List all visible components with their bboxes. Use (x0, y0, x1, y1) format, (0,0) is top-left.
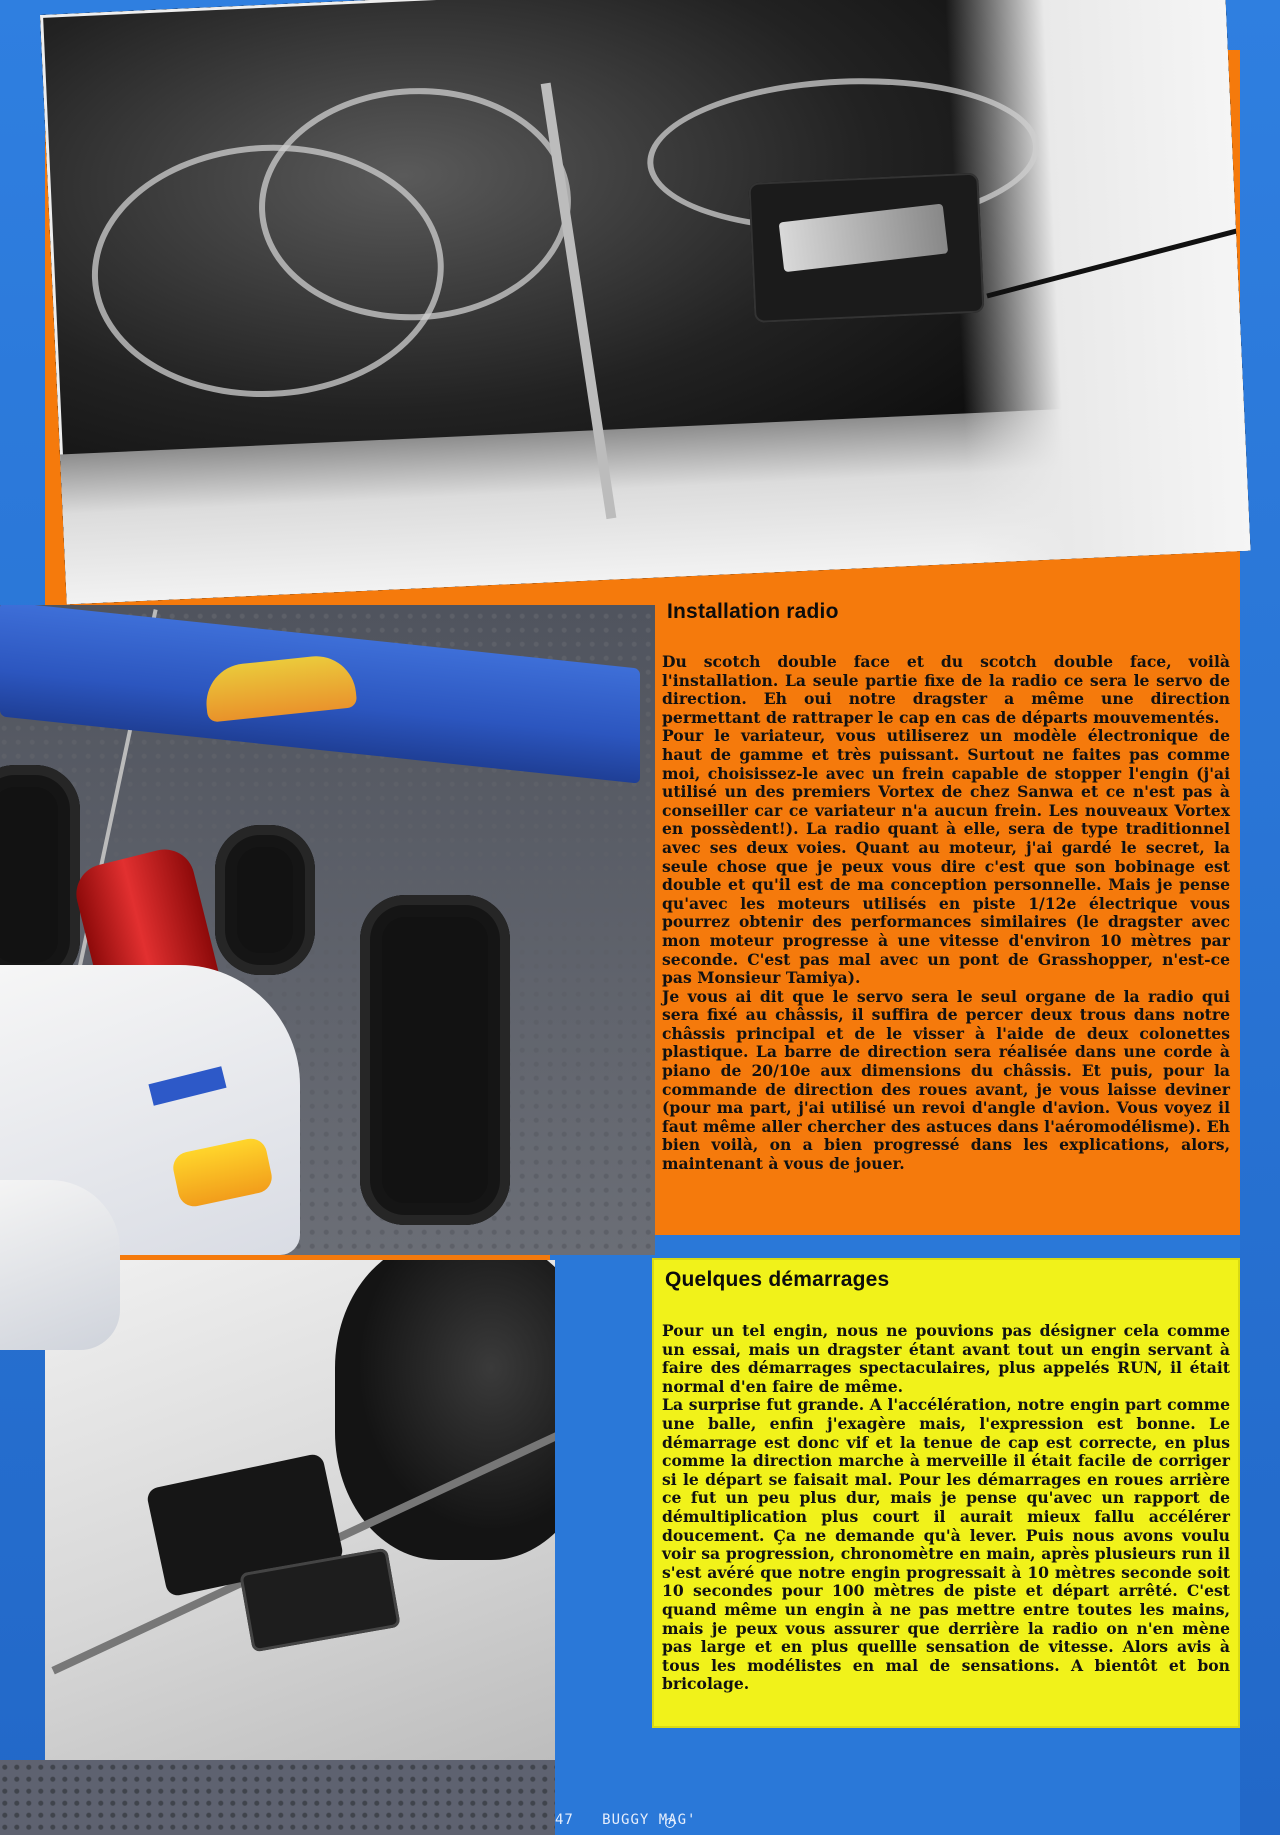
photo-tire (0, 765, 80, 985)
paragraph: Je vous ai dit que le servo sera le seul organe de la radio qui sera fixé au châssis, il suffira de percer deux trous dans notre châssis principal et de le visser à l'aide de deux colonettes plastique. La barre de direction sera réalisée dans une corde à piano de 20/10e aux dimensions du châssis. Et puis, pour la commande de direction des roues avant, je vous laisse deviner (pour ma part, j'ai utilisé un revoi d'angle d'avion. Vous voyez il faut même aller chercher des astuces dans l'aéromodélisme). Eh bien voilà, on a bien progressé dans les explications, alors, maintenant à vous de jouer. (662, 986, 1230, 1174)
photo-radio-installation (40, 0, 1251, 604)
photo-servo-detail (45, 1260, 555, 1760)
section-body-demarrages (662, 1322, 1230, 1694)
footer-dot (665, 1818, 675, 1828)
photo-tire (360, 895, 510, 1225)
photo-tire (215, 825, 315, 975)
section-heading-demarrages: Quelques démarrages (665, 1268, 890, 1291)
photo-dragster-rear (0, 605, 655, 1255)
page-number: 47 (555, 1812, 574, 1828)
photo-asphalt (0, 1760, 555, 1835)
paragraph: Pour un tel engin, nous ne pouvions pas désigner cela comme un essai, mais un dragster étant avant tout un engin servant à faire des démarrages spectaculaires, plus appelés RUN, il était normal d'en faire de même. (662, 1321, 1230, 1396)
section-heading-installation: Installation radio (667, 600, 839, 623)
section-body-installation (662, 653, 1230, 1174)
magazine-name: BUGGY MAG' (602, 1812, 697, 1828)
paragraph: La surprise fut grande. A l'accélération, notre engin part comme une balle, enfin j'exagère mais, l'expression est bonne. Le démarrage est donc vif et la tenue de cap est correcte, en plus comme la direction marche à merveille il était facile de corriger si le départ se faisait mal. Pour les démarrages en roues arrière ce fut un peu plus dur, mais je pense qu'avec un rapport de démultiplication plus court il aurait mieux fallu accélérer doucement. Ça ne demande qu'à lever. Puis nous avons voulu voir sa progression, chronomètre en main, après plusieurs run il s'est avéré que notre engin progressait à 10 mètres seconde soit 10 secondes pour 100 mètres de piste et départ arrêté. C'est quand même un engin à ne pas mettre entre toutes les mains, mais je peux vous assurer que derrière la radio on n'en mène pas large et en plus quellle sensation de vitesse. Alors avis à tous les modélistes en mal de sensations. A bientôt et bon bricolage. (662, 1395, 1230, 1694)
photo-dark-wheel (335, 1260, 555, 1560)
photo-car-body-overlap (0, 1180, 120, 1350)
page-footer (555, 1812, 696, 1828)
paragraph: Du scotch double face et du scotch double face, voilà l'installation. La seule partie fixe de la radio ce sera le servo de direction. Eh oui notre dragster a même une direction permettant de rattraper le cap en cas de départs mouvementés. (662, 652, 1230, 727)
paragraph: Pour le variateur, vous utiliserez un modèle électronique de haut de gamme et très puissant. Surtout ne faites pas comme moi, choisissez-le avec un frein capable de stopper l'engin (j'ai utilisé un des premiers Vortex de chez Sanwa et ce n'est pas à conseiller car ce variateur n'a aucun frein. Les nouveaux Vortex en possèdent!). La radio quant à elle, sera de type traditionnel avec ses deux voies. Quant au moteur, j'ai gardé le secret, la seule chose que je peux vous dire c'est que son bobinage est double et qu'il est de ma conception personnelle. Mais je pense qu'avec les moteurs utilisés en piste 1/12e électrique vous pourrez obtenir des performances similaires (le dragster avec mon moteur progresse à une vitesse d'environ 10 mètres par seconde. C'est pas mal avec un pont de Grasshopper, n'est-ce pas Monsieur Tamiya). (662, 726, 1230, 988)
photo-background-white (944, 0, 1250, 563)
